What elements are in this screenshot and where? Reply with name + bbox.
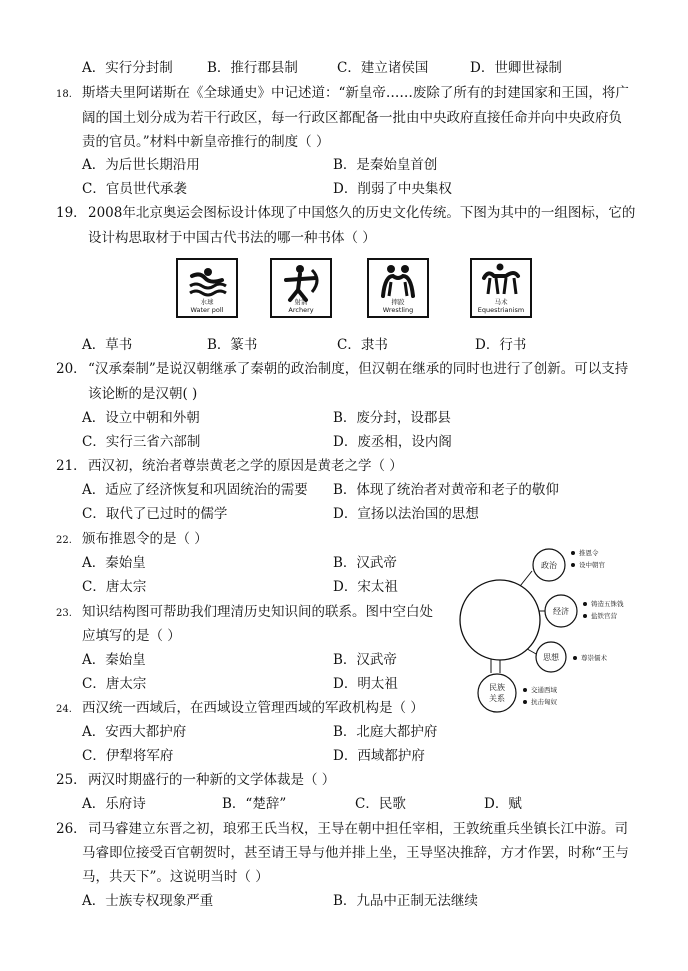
q20-stem-line-2: 该论断的是汉朝( ) [88,386,198,402]
equestrian-pictogram [470,258,532,318]
q22-stem-line-1: 颁布推恩令的是（ ） [82,531,208,547]
q26-number: 26． [56,821,87,837]
q18-option-d: D．削弱了中央集权 [333,181,452,197]
q24-option-d: D．西域都护府 [333,748,425,764]
q23-option-d: D．明太祖 [333,676,398,692]
q22-option-d: D．宋太祖 [333,579,398,595]
q24-option-b: B．北庭大都护府 [333,724,438,740]
node-ethnic-line1: 民族 [489,683,505,692]
q19-option-d: D．行书 [475,337,527,353]
archery-label-en: Archery [288,306,314,314]
knowledge-structure-diagram [455,545,685,720]
q26-stem-line-3: 马，共天下”。这说明当时（ ） [82,869,269,885]
q22-option-b: B．汉武帝 [333,555,397,571]
q20-option-b: B．废分封，设郡县 [333,410,451,426]
q18-option-b: B．是秦始皇首创 [333,157,438,173]
q18-option-c: C．官员世代承袭 [82,181,187,197]
q19-number: 19． [56,205,87,221]
equestrian-label-en: Equestrianism [477,306,525,314]
q19-stem-line-2: 设计构思取材于中国古代书法的哪一种书体（ ） [88,230,376,246]
wrestling-label-cn: 摔跤 [391,298,405,306]
item-xiyu: 交通西域 [531,686,557,694]
q25-option-a: A．乐府诗 [82,796,146,812]
q23-option-a: A．秦始皇 [82,652,146,668]
q21-option-b: B．体现了统治者对黄帝和老子的敬仰 [333,482,559,498]
archery-label-cn: 射箭 [294,298,308,306]
q26-option-a: A．士族专权现象严重 [82,893,214,909]
water-polo-pictogram [176,258,238,318]
archery-pictogram [270,258,332,318]
node-ethnic-line2: 关系 [489,694,505,703]
q24-number: 24. [56,704,72,715]
q20-number: 20． [56,361,87,377]
q20-stem-line-1: “汉承秦制”是说汉朝继承了秦朝的政治制度，但汉朝在继承的同时也进行了创新。可以支持 [88,361,629,377]
q24-option-a: A．安西大都护府 [82,724,187,740]
q22-option-a: A．秦始皇 [82,555,146,571]
q18-number: 18. [56,89,72,100]
q18-stem-line-3: 责的官员。”材料中新皇帝推行的制度（ ） [82,134,330,150]
q19-option-b: B．篆书 [207,337,258,353]
q18-option-a: A．为后世长期沿用 [82,157,200,173]
q25-option-b: B．“楚辞” [222,796,287,812]
q23-stem-line-1: 知识结构图可帮助我们理清历史知识间的联系。图中空白处 [82,604,433,620]
item-zhongchao: 设中朝官 [579,561,605,569]
q25-option-d: D．赋 [484,796,522,812]
q25-stem-line-1: 两汉时期盛行的一种新的文学体裁是（ ） [88,772,336,788]
q18-stem-line-2: 阔的国土划分成为若干行政区，每一行政区都配备一批由中央政府直接任命并向中央政府负 [82,110,622,126]
item-tuienling: 推恩令 [579,549,599,557]
q19-option-a: A．草书 [82,337,133,353]
q20-option-c: C．实行三省六部制 [82,434,201,450]
node-thought: 思想 [543,653,559,662]
q23-stem-line-2: 应填写的是（ ） [82,628,181,644]
q17-option-c: C．建立诸侯国 [337,60,429,76]
q24-stem-line-1: 西汉统一西域后，在西域设立管理西域的军政机构是（ ） [82,700,424,716]
q19-option-c: C．隶书 [337,337,388,353]
q19-stem-line-1: 2008年北京奥运会图标设计体现了中国悠久的历史文化传统。下图为其中的一组图标，它的 [88,205,636,221]
item-wuzhu: 铸造五铢钱 [591,600,624,608]
q21-option-d: D．宣扬以法治国的思想 [333,506,479,522]
q23-option-c: C．唐太宗 [82,676,147,692]
q24-option-c: C．伊犁将军府 [82,748,174,764]
q21-number: 21． [56,458,87,474]
water-polo-label-en: Water poll [190,306,224,314]
wrestling-label-en: Wrestling [382,306,414,314]
q26-stem-line-2: 马睿即位接受百官朝贺时，甚至请王导与他并排上坐，王导坚决推辞，方才作罢，时称“王与 [82,845,629,861]
item-yantie: 盐铁官营 [591,612,617,620]
q18-stem-line-1: 斯塔夫里阿诺斯在《全球通史》中记述道：“新皇帝……废除了所有的封建国家和王国，将广 [82,85,629,101]
q17-option-d: D．世卿世禄制 [470,60,562,76]
q21-option-a: A．适应了经济恢复和巩固统治的需要 [82,482,308,498]
q26-stem-line-1: 司马睿建立东晋之初，琅邪王氏当权，王导在朝中担任宰相，王敦统重兵坐镇长江中游。司 [88,821,628,837]
item-rushu: 尊崇儒术 [581,654,607,662]
q20-option-d: D．废丞相，设内阁 [333,434,452,450]
equestrian-label-cn: 马术 [494,298,508,306]
q22-option-c: C．唐太宗 [82,579,147,595]
wrestling-pictogram [367,258,429,318]
q26-option-b: B．九品中正制无法继续 [333,893,478,909]
q20-option-a: A．设立中朝和外朝 [82,410,200,426]
q25-number: 25． [56,772,87,788]
q23-number: 23. [56,608,72,619]
node-politics: 政治 [541,561,557,570]
q22-number: 22. [56,535,72,546]
node-economy: 经济 [553,607,569,616]
q25-option-c: C．民歌 [355,796,406,812]
q17-option-b: B．推行郡县制 [207,60,298,76]
item-xiongnu: 抗击匈奴 [531,698,557,706]
q23-option-b: B．汉武帝 [333,652,397,668]
q21-stem-line-1: 西汉初，统治者尊崇黄老之学的原因是黄老之学（ ） [88,458,403,474]
blank-center-circle [460,580,540,660]
q21-option-c: C．取代了已过时的儒学 [82,506,228,522]
q17-option-a: A．实行分封制 [82,60,173,76]
water-polo-label-cn: 水球 [200,298,214,306]
